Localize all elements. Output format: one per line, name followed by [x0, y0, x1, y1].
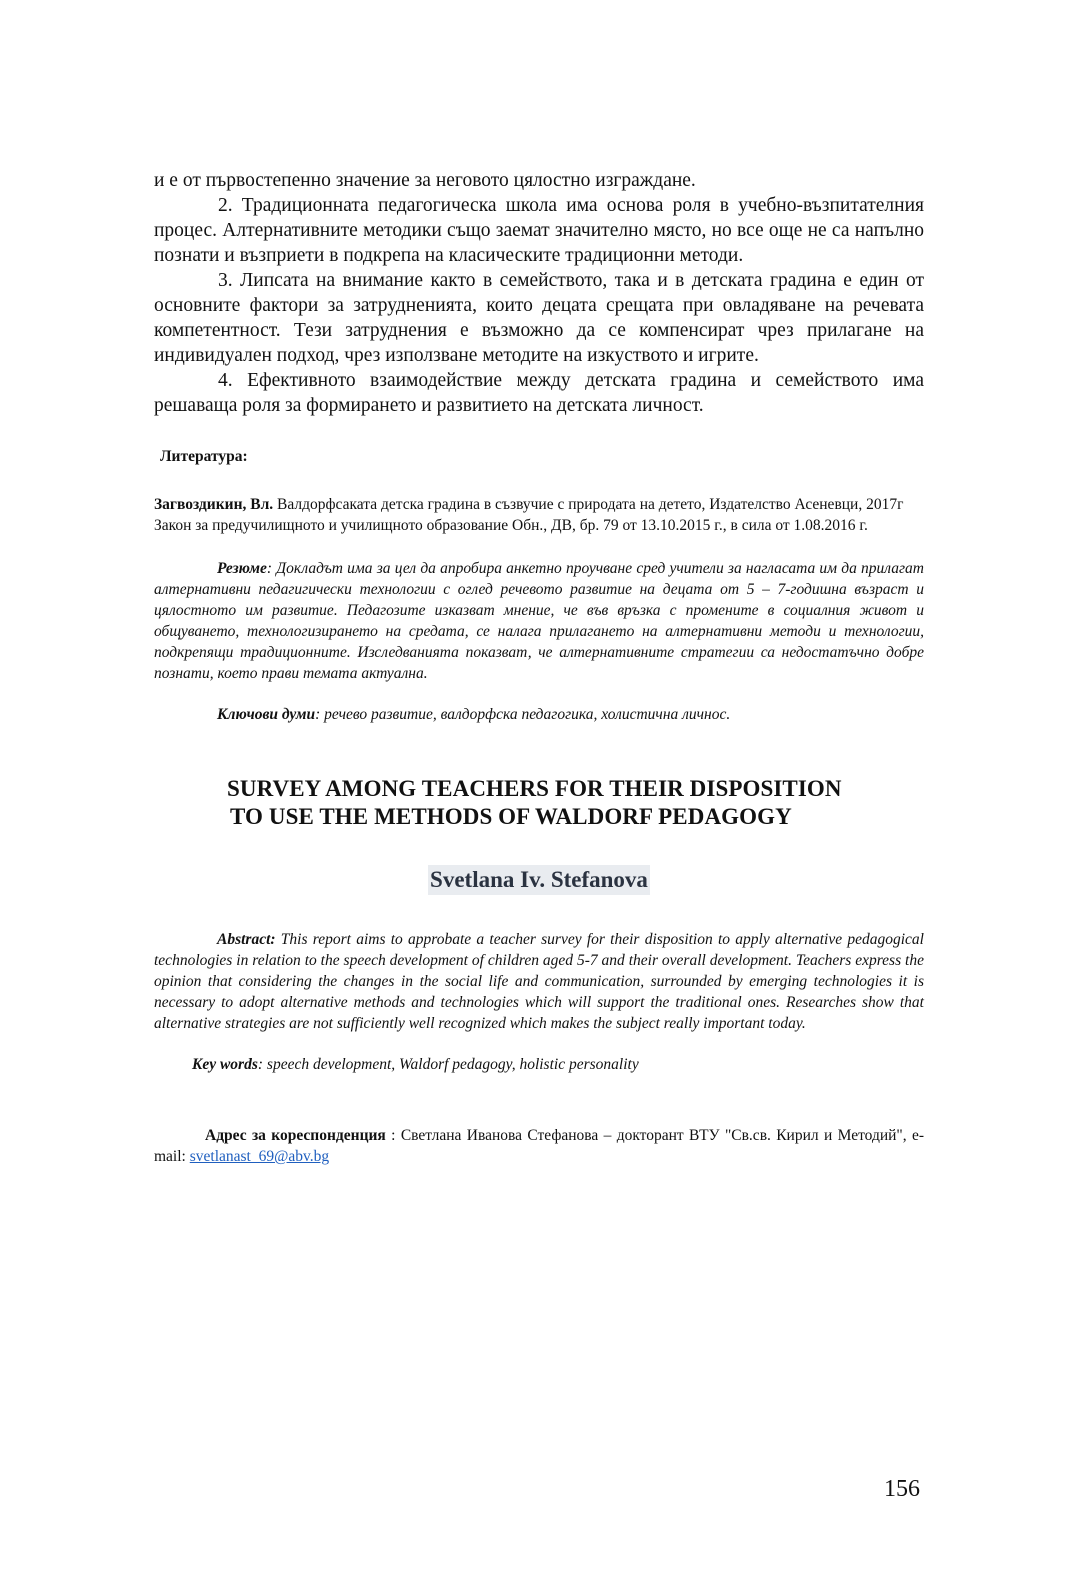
abstract-text: This report aims to approbate a teacher survey for their disposition to apply alternative pedagogical technologies in relation to the speech development of children aged 5-7 and their overall development. Teachers express the opinion that considering the changes in the social life and communication, surrounded by emerging technologies it is necessary to adopt alternative methods and technologies which will support the traditional ones. Researches show that alternative strategies are not sufficiently well recognized which makes the subject really important today. [154, 931, 924, 1032]
english-title-line-1: SURVEY AMONG TEACHERS FOR THEIR DISPOSITION [227, 776, 842, 801]
keywords-en-label: Key words [192, 1056, 258, 1073]
reference-item [154, 494, 924, 515]
correspondence-label: Адрес за кореспонденция [205, 1127, 386, 1144]
reference-text: Валдорфсаката детска градина в съзвучие с природата на детето, Издателство Асеневци, 2017г [273, 496, 904, 513]
reference-item: Закон за предучилищното и училищното образование Обн., ДВ, бр. 79 от 13.10.2015 г., в сила от 1.08.2016 г. [154, 517, 868, 534]
conclusion-point-4: 4. Ефективното взаимодействие между детската градина и семейството има решаваща роля за формирането и развитието на детската личност. [154, 370, 924, 416]
keywords-bg-text: : речево развитие, валдорфска педагогика, холистична личнос. [315, 706, 731, 723]
correspondence-address [154, 1125, 924, 1167]
email-link[interactable]: svetlanast_69@abv.bg [189, 1148, 330, 1165]
correspondence-text: : Светлана Иванова Стефанова – докторант ВТУ "Св.св. Кирил и Методий", e-mail: [154, 1127, 925, 1165]
page-number: 156 [884, 1476, 920, 1502]
body-continuation: и е от първостепенно значение за неговото цялостно изграждане. [154, 170, 696, 191]
keywords-bg [154, 704, 924, 725]
english-title-line-2: TO USE THE METHODS OF WALDORF PEDAGOGY [230, 804, 792, 829]
abstract-label: Abstract: [217, 931, 276, 948]
keywords-en-text: : speech development, Waldorf pedagogy, holistic personality [257, 1056, 639, 1073]
summary-text: : Докладът има за цел да апробира анкетно проучване сред учители за нагласата им да прилагат алтернативни педагигически технологии с оглед речевото развитие на децата от 5 – 7-годишна възраст и цялостното им развитие. Педагозите изказват мнение, че във връзка с промените в социалния живот и общуването, технологизирането на средата, се налага прилагането на алтернативни методи и технологии, подкрепящи традиционните. Изследванията показват, че алтернативните стратегии са недостатъчно добре познати, което прави темата актуална. [154, 560, 924, 682]
abstract-en [154, 929, 924, 1034]
reference-list [154, 494, 924, 536]
author-name: Svetlana Iv. Stefanova [428, 865, 650, 895]
conclusion-point-2: 2. Традиционната педагогическа школа има основа роля в учебно-възпитателния процес. Алтернативните методики също заемат значително място, но все още не са напълно познати и възприети в подкрепа на класическите традиционни методи. [154, 195, 924, 266]
page-content [154, 168, 924, 1183]
reference-author: Загвоздикин, Вл. [154, 496, 274, 513]
keywords-bg-label: Ключови думи [217, 706, 316, 723]
keywords-en [154, 1054, 924, 1075]
literature-heading: Литература: [160, 448, 248, 465]
author-block [154, 865, 924, 895]
summary-label: Резюме [217, 560, 267, 577]
english-title [154, 775, 924, 831]
summary-bg [154, 558, 924, 684]
conclusion-point-3: 3. Липсата на внимание както в семейството, така и в детската градина е един от основните фактори за затрудненията, които децата срещата при овладяване на речевата компетентност. Тези затруднения е възможно да се компенсират чрез прилагане на индивидуален подход, чрез използване методите на изкуството и игрите. [154, 270, 924, 366]
